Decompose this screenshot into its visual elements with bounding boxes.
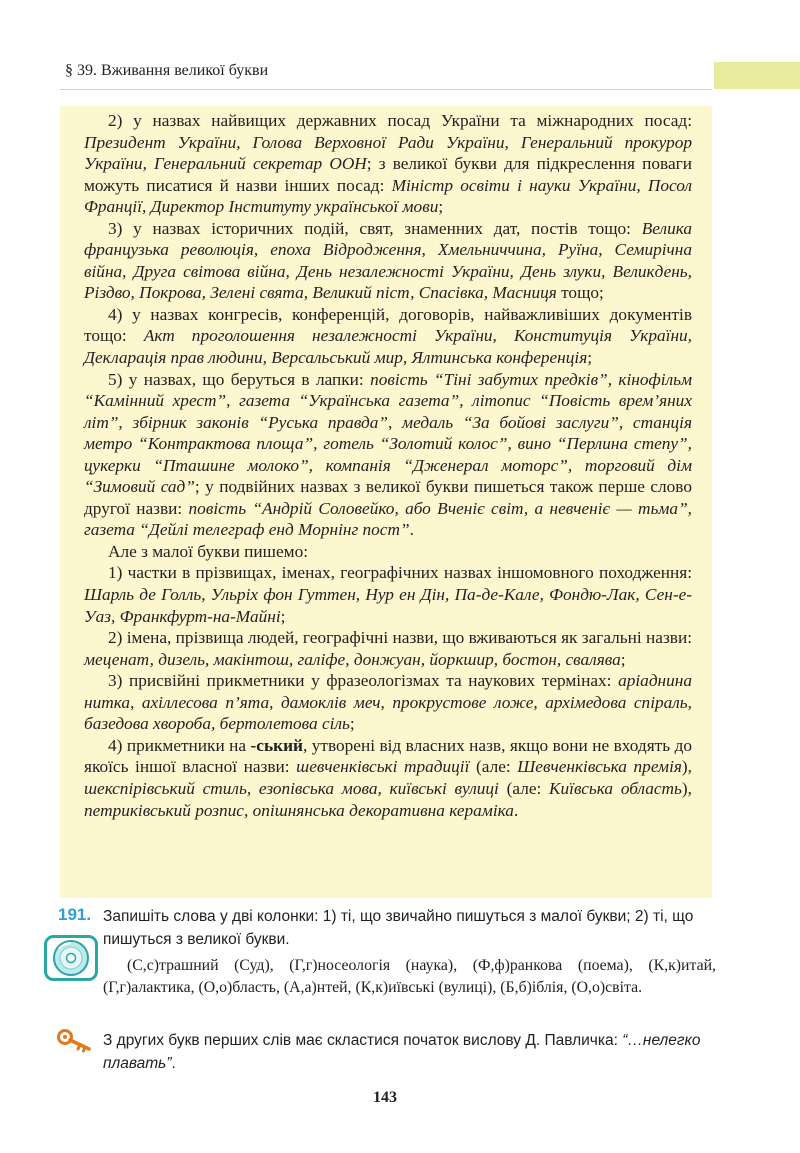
- header-divider: [60, 89, 712, 90]
- exercise-words: (С,с)трашний (Суд), (Г,г)носеологія (наука), (Ф,ф)ранкова (поема), (К,к)итай, (Г,г)алактика, (О,о)бласть, (А,а)нтей, (К,к)иївські (вулиці), (Б,б)іблія, (О,о)світа.: [103, 957, 716, 996]
- section-title: § 39. Вживання великої букви: [65, 62, 269, 79]
- rule-text: [84, 110, 692, 821]
- page-number: 143: [373, 1089, 397, 1106]
- rule-item-possessive-adjectives: 3) присвійні прикметники у фразеологізмах та наукових термінах: аріаднина нитка, ахіллесова п’ята, дамоклів меч, прокрустове ложе, архімедова спіраль, базедова хвороба, бертолетова сіль;: [84, 671, 692, 734]
- key-task: З других букв перших слів має скластися початок вислову Д. Павличка: “…нелегко плавать”.: [103, 1032, 701, 1072]
- rule-item-documents: 4) у назвах конгресів, конференцій, договорів, найважливіших документів тощо: Акт проголошення незалежності України, Конституція України, Декларація прав людини, Версальський мир, Ялтинська конференція;: [84, 304, 692, 368]
- rule-item-events: 3) у назвах історичних подій, свят, знаменних дат, постів тощо: Велика французька революція, епоха Відродження, Хмельниччина, Руїна, Семирічна війна, Друга світова війна, День незалежності України, День злуки, Великдень, Різдво, Покрова, Зелені свята, Великий піст, Спасівка, Масниця тощо;: [84, 218, 692, 303]
- exercise-task: Запишіть слова у дві колонки: 1) ті, що звичайно пишуться з малої букви; 2) ті, що пишуться з великої букви.: [103, 908, 694, 948]
- rule-item-quoted-names: 5) у назвах, що беруться в лапки: повість “Тіні забутих предків”, кінофільм “Камінний хрест”, газета “Українська газета”, літопис “Повість врем’яних літ”, збірник законів “Руська правда”, медаль “За бойові заслуги”, станція метро “Контрактова площа”, готель “Золотий колос”, вино “Перлина степу”, цукерки “Пташине молоко”, компанія “Дженерал моторс”, торговий дім “Зимовий сад”; у подвійних назвах з великої букви пишеться також перше слово другої назви: повість “Андрій Соловейко, або Вченіє світ, а невченіє — тьма”, газета “Дейлі телеграф енд Морнінг пост”.: [84, 369, 693, 540]
- rule-lowercase-intro: Але з малої букви пишемо:: [108, 541, 309, 561]
- rule-item-posts: 2) у назвах найвищих державних посад України та міжнародних посад: Президент України, Голова Верховної Ради України, Генеральний прокурор України, Генеральний секретар ООН; з великої букви для підкреслення поваги можуть писатися й назви інших посад: Міністр освіти і науки України, Посол Франції, Директор Інституту української мови;: [84, 111, 692, 217]
- exercise-number: 191.: [58, 905, 92, 924]
- rule-item-common-names: 2) імена, прізвища людей, географічні назви, що вживаються як загальні назви: меценат, дизель, макінтош, галіфе, донжуан, йоркшир, бостон, свалява;: [84, 628, 693, 669]
- rule-item-particles: 1) частки в прізвищах, іменах, географічних назвах іншомовного походження: Шарль де Голль, Ульріх фон Гуттен, Нур ен Дін, Па-де-Кале, Фондю-Лак, Сен-е-Уаз, Франкфурт-на-Майні;: [84, 563, 692, 626]
- key-icon: [56, 1027, 92, 1053]
- rule-item-skyi-adjectives: 4) прикметники на -ський, утворені від власних назв, якщо вони не входять до якоїсь іншої власної назви: шевченківські традиції (але: Шевченківська премія), шекспірівський стиль, езопівська мова, київські вулиці (але: Київська область), петриківський розпис, опішнянська декоративна кераміка.: [84, 735, 693, 820]
- header-color-tab: [714, 62, 800, 89]
- cd-disc-icon: [44, 935, 98, 981]
